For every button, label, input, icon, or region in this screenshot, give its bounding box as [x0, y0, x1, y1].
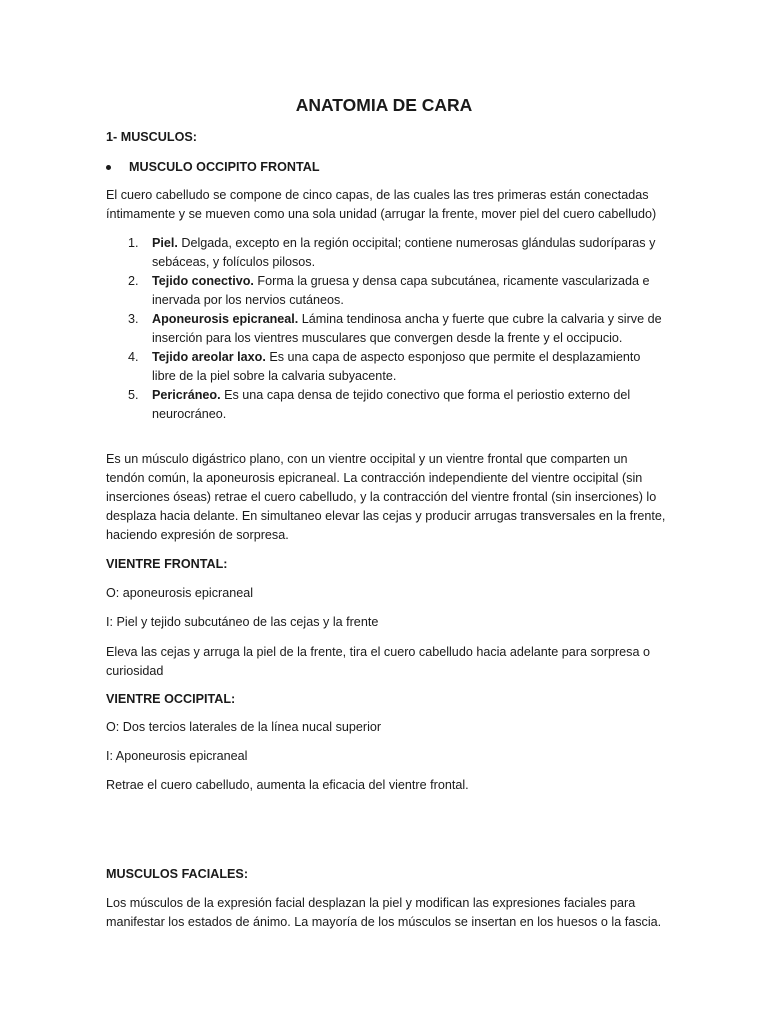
- layers-list: [106, 234, 666, 424]
- list-desc: Delgada, excepto en la región occipital; contiene numerosas glándulas sudoríparas y sebáceas, y folículos pilosos.: [152, 236, 656, 269]
- list-item: [106, 348, 666, 386]
- occipital-action: Retrae el cuero cabelludo, aumenta la eficacia del vientre frontal.: [106, 778, 469, 792]
- frontal-heading: VIENTRE FRONTAL:: [106, 557, 228, 571]
- facial-paragraph: Los músculos de la expresión facial desplazan la piel y modifican las expresiones faciales para manifestar los estados de ánimo. La mayoría de los músculos se insertan en los huesos o la fascia.: [106, 896, 662, 929]
- list-term: Aponeurosis epicraneal.: [152, 312, 299, 326]
- list-number: 5.: [128, 388, 139, 402]
- intro-paragraph: El cuero cabelludo se compone de cinco capas, de las cuales las tres primeras están conectadas íntimamente y se mueven como una sola unidad (arrugar la frente, mover piel del cuero cabelludo): [106, 188, 657, 221]
- frontal-action: Eleva las cejas y arruga la piel de la frente, tira el cuero cabelludo hacia adelante para sorpresa o curiosidad: [106, 645, 650, 678]
- list-item: [106, 386, 666, 424]
- list-desc: Forma la gruesa y densa capa subcutánea, ricamente vascularizada e inervada por los nervios cutáneos.: [152, 274, 650, 307]
- occipital-origin: O: Dos tercios laterales de la línea nucal superior: [106, 720, 382, 734]
- list-term: Pericráneo.: [152, 388, 221, 402]
- list-item: [106, 272, 666, 310]
- list-term: Tejido conectivo.: [152, 274, 254, 288]
- frontal-origin: O: aponeurosis epicraneal: [106, 586, 254, 600]
- list-number: 1.: [128, 236, 139, 250]
- list-number: 2.: [128, 274, 139, 288]
- occipital-insertion: I: Aponeurosis epicraneal: [106, 749, 248, 763]
- list-item: [106, 310, 666, 348]
- document-title: ANATOMIA DE CARA: [295, 95, 473, 115]
- list-term: Piel.: [152, 236, 178, 250]
- muscle-description: Es un músculo digástrico plano, con un vientre occipital y un vientre frontal que comparten un tendón común, la aponeurosis epicraneal. La contracción independiente del vientre occipital (sin inserciones óseas) retrae el cuero cabelludo, y la contracción del vientre frontal (sin inserciones) lo desplaza hacia delante. En simultaneo elevar las cejas y producir arrugas transversales en la frente, haciendo expresión de sorpresa.: [106, 452, 666, 542]
- list-desc: Es una capa de aspecto esponjoso que permite el desplazamiento libre de la piel sobre la calvaria subyacente.: [152, 350, 641, 383]
- list-number: 4.: [128, 350, 139, 364]
- frontal-insertion: I: Piel y tejido subcutáneo de las cejas y la frente: [106, 615, 379, 629]
- bullet-text: MUSCULO OCCIPITO FRONTAL: [129, 160, 320, 174]
- list-number: 3.: [128, 312, 139, 326]
- list-item: [106, 234, 666, 272]
- list-term: Tejido areolar laxo.: [152, 350, 266, 364]
- occipital-heading: VIENTRE OCCIPITAL:: [106, 692, 236, 706]
- facial-heading: MUSCULOS FACIALES:: [106, 867, 249, 881]
- list-desc: Es una capa densa de tejido conectivo que forma el periostio externo del neurocráneo.: [152, 388, 631, 421]
- section-heading: 1- MUSCULOS:: [106, 130, 197, 144]
- bullet-dot-icon: [106, 165, 111, 170]
- list-desc: Lámina tendinosa ancha y fuerte que cubre la calvaria y sirve de inserción para los vientres musculares que convergen desde la frente y el occipucio.: [152, 312, 662, 345]
